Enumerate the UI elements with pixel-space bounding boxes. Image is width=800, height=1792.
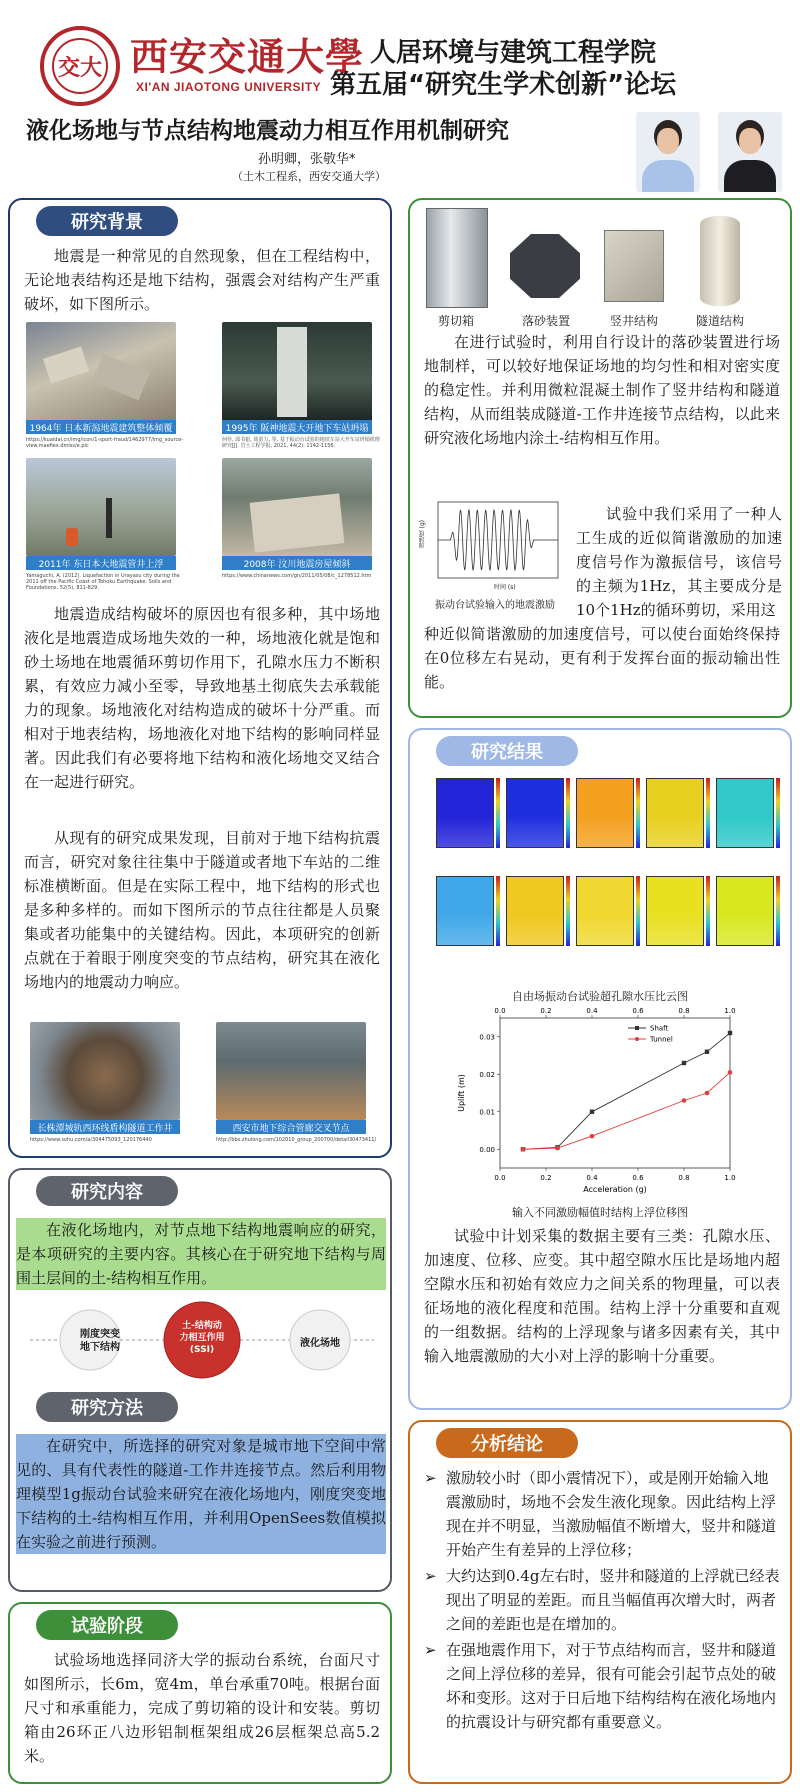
x-tick-label: 0.6: [632, 1174, 644, 1182]
data-point-tunnel: [728, 1070, 733, 1075]
content-text: 在液化场地内，对节点地下结构地震响应的研究，是本项研究的主要内容。其核心在于研究地下结构与周围土层间的土-结构相互作用。: [16, 1218, 386, 1290]
caption-tohoku: 2011年 东日本大地震管井上浮: [26, 556, 176, 570]
test-text-1: 在进行试验时，利用自行设计的落砂装置进行场地制样，可以较好地保证场地的均匀性和相对密实度的稳定性。并利用微粒混凝土制作了竖井结构和隧道结构，从而组装成隧道-工作井连接节点结构，以此来研究液化场地内涂土-结构相互作用。: [424, 333, 780, 447]
shaft-model-image: [604, 230, 664, 302]
legend-marker: [635, 1026, 639, 1030]
contour-colorbar: [776, 778, 780, 848]
caption-shaft: 长株潭城轨西环线盾构隧道工作井: [30, 1120, 180, 1134]
signal-xlabel: 时间 (s): [494, 584, 516, 591]
ref-kobe: 何佳, 邱书银, 徐湛力, 等. 基于振动台试验的地铁车站大开车站坍塌机理研究[J]. 岩土工程学报, 2021, 44(2): 1142-1156.: [222, 437, 380, 449]
contour-colorbar: [776, 876, 780, 946]
poster-affiliation: （土木工程系，西安交通大学）: [232, 170, 386, 183]
contour-plot: [646, 778, 704, 848]
contour-plot: [436, 778, 494, 848]
content-heading: 研究内容: [36, 1176, 178, 1206]
x-tick-label-top: 0.0: [494, 1007, 506, 1015]
x-tick-label: 0.0: [494, 1174, 506, 1182]
ref-pipe-gallery: http://bbs.zhulong.com/102010_group_200700/detail30473411/: [216, 1137, 377, 1143]
stage-text: 试验场地选择同济大学的振动台系统，台面尺寸如图所示，长6m，宽4m，单台承重70吨。根据台面尺寸和承重能力，完成了剪切箱的设计和安装。剪切箱由26环正八边形铝制框架组成26层框架总高5.2米。: [24, 1651, 380, 1765]
content-method-panel: [8, 1168, 392, 1592]
contour-plot: [506, 876, 564, 946]
uplift-chart: [450, 1006, 750, 1202]
photo-kobe: [222, 322, 372, 422]
y-tick-label: 0.03: [479, 1033, 495, 1042]
university-seal-icon: [40, 26, 120, 106]
poster-header: [0, 0, 800, 100]
author-photo-1: [636, 112, 700, 192]
conclusion-item: ➢ 大约达到0.4g左右时，竖井和隧道的上浮就已经表现出了明显的差距。而且当幅值再次增大时，两者之间的差距也是在增加的。: [424, 1564, 782, 1636]
method-text: 在研究中，所选择的研究对象是城市地下空间中常见的、具有代表性的隧道-工作井连接节点。然后利用物理模型1g振动台试验来研究在液化场地内，刚度突变地下结构的土-结构相互作用，并利用OpenSees数值模拟在实验之前进行预测。: [16, 1434, 386, 1554]
contour-plot: [646, 876, 704, 946]
shear-box-image: [426, 208, 488, 308]
ssi-left-label: 刚度突变 地下结构: [80, 1329, 120, 1353]
photo-pipe-gallery: [216, 1022, 366, 1120]
x-tick-label-top: 0.2: [540, 1007, 552, 1015]
contour-colorbar: [496, 778, 500, 848]
conclusion-list: [424, 1466, 782, 1736]
contour-plot: [716, 876, 774, 946]
x-tick-label: 0.2: [540, 1174, 552, 1182]
bullet-arrow-icon: ➢: [424, 1567, 437, 1585]
photo-wenchuan: [222, 458, 372, 556]
input-signal-plot: [418, 496, 568, 594]
contour-plot: [506, 778, 564, 848]
contour-plot: [436, 876, 494, 946]
data-point-tunnel: [705, 1091, 710, 1096]
results-panel: [408, 728, 792, 1410]
x-tick-label-top: 0.8: [678, 1007, 690, 1015]
ssi-right-label: 液化场地: [300, 1338, 340, 1349]
plot-area: [500, 1018, 730, 1168]
sand-pluviator-image: [510, 234, 580, 298]
seal-inner: 交大: [52, 38, 108, 94]
data-point-shaft: [728, 1031, 732, 1035]
photo-shaft: [30, 1022, 180, 1120]
data-point-tunnel: [682, 1098, 687, 1103]
test-text-2a: 试验中我们采用了一种人工生成的近似简谐激励的加速度信号作为激振信号，该信号的主频为1Hz，其主要成分是10个1Hz的循环剪切，采用这: [576, 505, 782, 619]
photo-niigata: [26, 322, 176, 422]
contour-colorbar: [706, 778, 710, 848]
contour-plot: [716, 778, 774, 848]
x-tick-label: 0.8: [678, 1174, 690, 1182]
ref-wenchuan: https://www.chinanews.com/gn/2011/05/08/c_1278512.htm: [222, 573, 372, 579]
y-tick-label: 0.01: [479, 1108, 495, 1117]
ref-niigata: https://kuaidai.cn/img/icon/1-sport-fraud/1462977/img_source-view.maefiex.dmiss/e.pic: [26, 437, 184, 449]
caption-pipe-gallery: 西安市地下综合管廊交叉节点: [216, 1120, 366, 1134]
contour-colorbar: [496, 876, 500, 946]
bullet-arrow-icon: ➢: [424, 1641, 437, 1659]
background-intro: 地震是一种常见的自然现象，但在工程结构中，无论地表结构还是地下结构，强震会对结构产生严重破坏，如下图所示。: [24, 247, 380, 313]
method-heading: 研究方法: [36, 1392, 178, 1422]
x-tick-label-top: 0.6: [632, 1007, 644, 1015]
label-shaft: 竖井结构: [609, 314, 658, 328]
y-axis-label: Uplift (m): [457, 1074, 466, 1112]
data-point-shaft: [682, 1061, 686, 1065]
conclusion-item: ➢ 激励较小时（即小震情况下），或是刚开始输入地震激励时，场地不会发生液化现象。因此结构上浮现在并不明显，当激励幅值不断增大，竖井和隧道开始产生有差异的上浮位移；: [424, 1466, 782, 1562]
school-name: 人居环境与建筑工程学院: [370, 38, 657, 68]
signal-ylabel: 加速度 (g): [419, 520, 426, 549]
signal-caption: 振动台试验输入的地震激励: [435, 600, 555, 611]
x-tick-label-top: 1.0: [724, 1007, 736, 1015]
legend-entry: Shaft: [650, 1024, 669, 1033]
poster-authors: 孙明卿，张敬华*: [258, 152, 356, 167]
conclusion-panel: [408, 1420, 792, 1784]
x-axis-label: Acceleration (g): [583, 1185, 647, 1194]
test-panel: [408, 198, 792, 718]
legend-entry: Tunnel: [650, 1035, 673, 1044]
label-sand-pluviator: 落砂装置: [521, 314, 570, 328]
data-point-shaft: [590, 1110, 594, 1114]
x-tick-label: 1.0: [724, 1174, 736, 1182]
ref-tohoku: Yamaguchi, A. (2012). Liquefaction in Urayasu city during the 2011 off the Pacific Coast of Tohoku Earthquake. Soils and Foundations, 52(5), 811-829.: [26, 573, 180, 591]
contour-plot: [576, 778, 634, 848]
contour-colorbar: [636, 876, 640, 946]
background-panel: [8, 198, 392, 1158]
label-tunnel: 隧道结构: [695, 314, 744, 328]
x-tick-label-top: 0.4: [586, 1007, 598, 1015]
data-point-tunnel: [521, 1147, 526, 1152]
data-point-shaft: [705, 1050, 709, 1054]
label-shear-box: 剪切箱: [437, 314, 474, 328]
bullet-arrow-icon: ➢: [424, 1469, 437, 1487]
university-name-cn: 西安交通大學: [130, 34, 365, 79]
conclusion-heading: 分析结论: [436, 1428, 578, 1458]
tunnel-model-image: [700, 216, 740, 306]
data-point-tunnel: [555, 1146, 560, 1151]
legend-marker: [635, 1037, 639, 1041]
poster-title: 液化场地与节点结构地震动力相互作用机制研究: [26, 118, 509, 144]
caption-niigata: 1964年 日本新潟地震建筑整体倾覆: [26, 420, 176, 434]
photo-tohoku: [26, 458, 176, 556]
contour-plot: [576, 876, 634, 946]
author-photo-2: [718, 112, 782, 192]
caption-kobe: 1995年 阪神地震大开地下车站坍塌: [222, 420, 372, 434]
forum-name: 第五届“研究生学术创新”论坛: [330, 70, 677, 100]
contour-caption: 自由场振动台试验超孔隙水压比云图: [512, 990, 688, 1003]
ssi-center-label: 土-结构动 力相互作用 (SSI): [179, 1321, 225, 1355]
background-innovation-text: 从现有的研究成果发现，目前对于地下结构抗震而言，研究对象往往集中于隧道或者地下车站的二维标准横断面。但是在实际工程中，地下结构的形式也是多种多样的。而如下图所示的节点往往都是人员聚集或者功能集中的关键结构。因此，本项研究的创新点就在于着眼于刚度突变的节点结构，研究其在液化场地内的地震动力响应。: [24, 829, 380, 991]
contour-colorbar: [566, 876, 570, 946]
contour-colorbar: [566, 778, 570, 848]
test-text-2b: 种近似简谐激励的加速度信号，可以使台面始终保持在0位移左右晃动，更有利于发挥台面的振动输出性能。: [424, 625, 780, 691]
stage-heading: 试验阶段: [36, 1610, 178, 1640]
y-tick-label: 0.02: [479, 1070, 495, 1079]
uplift-chart-caption: 输入不同激励幅值时结构上浮位移图: [512, 1206, 688, 1219]
data-point-tunnel: [590, 1134, 595, 1139]
contour-colorbar: [706, 876, 710, 946]
ref-shaft: https://www.sohu.com/a/304475093_120176440: [30, 1137, 152, 1143]
x-tick-label: 0.4: [586, 1174, 598, 1182]
results-text: 试验中计划采集的数据主要有三类：孔隙水压、加速度、位移、应变。其中超空隙水压比是场地内超空隙水压和初始有效应力之间关系的物理量，可以表征场地的液化程度和范围。结构上浮十分重要和直观的一组数据。结构的上浮现象与诸多因素有关，其中输入地震激励的大小对上浮的影响十分重要。: [424, 1227, 780, 1365]
university-name-en: XI'AN JIAOTONG UNIVERSITY: [136, 80, 322, 94]
caption-wenchuan: 2008年 汶川地震房屋倾斜: [222, 556, 372, 570]
background-heading: 研究背景: [36, 206, 178, 236]
stage-panel: [8, 1602, 392, 1784]
conclusion-item: ➢ 在强地震作用下，对于节点结构而言，竖井和隧道之间上浮位移的差异，很有可能会引起节点处的破坏和变形。这对于日后地下结构结构在液化场地内的抗震设计与研究都有重要意义。: [424, 1638, 782, 1734]
contour-colorbar: [636, 778, 640, 848]
results-heading: 研究结果: [436, 736, 578, 766]
background-liquefaction-text: 地震造成结构破坏的原因也有很多种，其中场地液化是地震造成场地失效的一种，场地液化就是饱和砂土场地在地震循环剪切作用下，孔隙水压力不断积累，有效应力减小至零，导致地基土彻底失去承载能力的现象。场地液化对结构造成的破坏十分严重。而相对于地表结构，场地液化对地下结构的影响同样显著。因此我们有必要将地下结构和液化场地交叉结合在一起进行研究。: [24, 605, 380, 791]
y-tick-label: 0.00: [479, 1145, 495, 1154]
